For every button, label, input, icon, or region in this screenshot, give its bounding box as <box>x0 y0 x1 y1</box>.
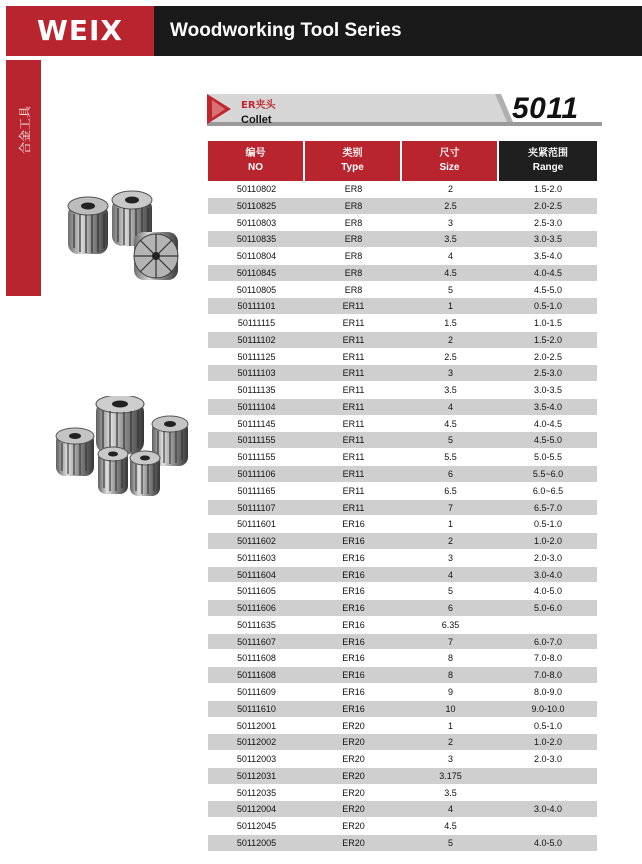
cell-type: ER20 <box>342 737 365 748</box>
col-header-type-en: Type <box>341 162 364 173</box>
cell-type: ER11 <box>342 485 365 496</box>
cell-no: 50111104 <box>237 401 276 412</box>
cell-range: 4.5-5.0 <box>533 435 563 446</box>
table-row <box>208 265 597 282</box>
table-row <box>208 315 597 332</box>
cell-size: 5 <box>447 586 453 597</box>
col-header-size-en: Size <box>439 162 460 173</box>
cell-type: ER11 <box>342 351 365 362</box>
cell-range: 6.0-7.0 <box>533 636 563 647</box>
cell-type: ER11 <box>342 418 365 429</box>
brand-logo <box>6 6 154 56</box>
cell-size: 2.5 <box>444 200 457 211</box>
cell-type: ER16 <box>342 653 365 664</box>
cell-no: 50111608 <box>237 670 276 681</box>
cell-type: ER11 <box>342 502 365 513</box>
cell-no: 50112035 <box>236 787 277 798</box>
cell-no: 50111155 <box>237 435 276 446</box>
cell-size: 3.5 <box>444 385 457 396</box>
table-row <box>208 550 597 567</box>
table-row <box>208 365 597 382</box>
cell-type: ER8 <box>344 267 363 278</box>
section-title-en: Collet <box>241 114 272 126</box>
cell-type: ER16 <box>342 603 365 614</box>
cell-range: 9.0-10.0 <box>531 703 565 714</box>
side-category-label: 合金工具 <box>18 105 32 154</box>
cell-no: 50111603 <box>237 552 276 563</box>
table-row <box>208 215 597 232</box>
table-row <box>208 181 597 198</box>
cell-range: 7.0-8.0 <box>533 670 563 681</box>
table-row <box>208 198 597 215</box>
cell-range: 3.0-4.0 <box>533 804 563 815</box>
table-row <box>208 399 597 416</box>
table-row <box>208 282 597 299</box>
cell-range: 1.0-1.5 <box>533 318 563 329</box>
cell-range: 4.0-5.0 <box>533 837 563 848</box>
cell-type: ER16 <box>342 536 365 547</box>
cell-type: ER11 <box>342 435 365 446</box>
cell-type: ER16 <box>342 686 365 697</box>
cell-type: ER16 <box>342 586 365 597</box>
cell-no: 50112004 <box>236 804 277 815</box>
cell-no: 50110802 <box>236 184 277 194</box>
cell-size: 3.175 <box>439 770 462 781</box>
table-row <box>208 583 597 600</box>
cell-range: 5.0-5.5 <box>533 452 563 463</box>
collet-group-small-photo <box>60 190 190 290</box>
cell-type: ER11 <box>342 401 365 412</box>
col-header-no-cn: 编号 <box>245 148 266 159</box>
table-row <box>208 500 597 517</box>
cell-size: 5 <box>447 837 453 848</box>
cell-range: 1.0-2.0 <box>533 737 563 748</box>
cell-no: 50111102 <box>237 334 276 345</box>
cell-type: ER20 <box>342 837 365 848</box>
cell-type: ER20 <box>342 821 365 832</box>
col-header-range-cn: 夹紧范围 <box>528 148 568 159</box>
cell-no: 50111101 <box>237 301 276 312</box>
cell-no: 50111604 <box>237 569 276 580</box>
cell-no: 50112031 <box>236 770 277 781</box>
table-row <box>208 567 597 584</box>
cell-type: ER11 <box>342 301 365 312</box>
cell-type: ER8 <box>344 284 363 295</box>
table-row <box>208 734 597 751</box>
table-row <box>208 768 597 785</box>
table-row <box>208 533 597 550</box>
col-header-range <box>499 141 597 181</box>
cell-size: 1 <box>447 519 453 530</box>
cell-size: 4 <box>447 569 453 580</box>
table-row <box>208 466 597 483</box>
cell-size: 10 <box>445 703 456 714</box>
cell-no: 50110845 <box>236 267 277 278</box>
cell-type: ER20 <box>342 787 365 798</box>
cell-size: 6 <box>447 469 453 480</box>
table-row <box>208 785 597 802</box>
cell-no: 50111125 <box>237 351 276 362</box>
cell-range: 3.0-3.5 <box>533 234 563 245</box>
cell-size: 5 <box>447 284 453 295</box>
table-row <box>208 332 597 349</box>
col-header-size-cn: 尺寸 <box>439 148 460 159</box>
cell-range: 1.5-2.0 <box>533 334 563 345</box>
cell-type: ER16 <box>342 619 365 630</box>
cell-no: 50111103 <box>237 368 276 379</box>
cell-range: 8.0-9.0 <box>533 686 563 697</box>
cell-size: 6.5 <box>444 485 457 496</box>
col-header-no-en: NO <box>248 162 263 173</box>
cell-range: 1.0-2.0 <box>533 536 563 547</box>
cell-type: ER20 <box>342 720 365 731</box>
cell-no: 50112001 <box>236 720 277 731</box>
cell-range: 4.5-5.0 <box>533 284 563 295</box>
cell-size: 3 <box>447 368 453 379</box>
table-row <box>208 416 597 433</box>
cell-type: ER20 <box>342 754 365 765</box>
cell-range: 6.0~6.5 <box>532 485 564 496</box>
cell-no: 50111165 <box>237 485 276 496</box>
cell-no: 50112003 <box>236 754 277 765</box>
cell-type: ER11 <box>342 469 365 480</box>
cell-no: 50110825 <box>236 200 277 211</box>
side-category-tab <box>6 60 41 296</box>
cell-size: 2 <box>447 536 453 547</box>
cell-range: 3.5-4.0 <box>533 251 563 262</box>
table-row <box>208 718 597 735</box>
table-row <box>208 298 597 315</box>
cell-size: 3 <box>447 552 453 563</box>
cell-range <box>499 617 597 633</box>
cell-type: ER11 <box>342 334 365 345</box>
table-row <box>208 818 597 835</box>
cell-size: 4 <box>447 804 453 815</box>
cell-range: 2.0-3.0 <box>533 754 563 765</box>
cell-type: ER16 <box>342 552 365 563</box>
cell-no: 50111602 <box>237 536 276 547</box>
cell-no: 50111609 <box>237 686 276 697</box>
cell-no: 50111145 <box>237 418 276 429</box>
table-row <box>208 751 597 768</box>
table-row <box>208 617 597 634</box>
cell-size: 8 <box>447 653 453 664</box>
table-header <box>208 141 597 181</box>
cell-size: 3.5 <box>444 234 457 245</box>
table-row <box>208 634 597 651</box>
cell-size: 4 <box>447 401 453 412</box>
section-title-cn: ER夹头 <box>241 100 276 111</box>
cell-size: 9 <box>447 686 453 697</box>
cell-type: ER16 <box>342 569 365 580</box>
cell-size: 1 <box>447 720 453 731</box>
cell-size: 4.5 <box>444 267 457 278</box>
cell-size: 1.5 <box>444 318 457 329</box>
cell-range: 0.5-1.0 <box>533 720 563 731</box>
table-row <box>208 382 597 399</box>
series-title: Woodworking Tool Series <box>170 20 402 41</box>
cell-range: 3.0-3.5 <box>533 385 563 396</box>
cell-range: 2.5-3.0 <box>533 217 563 228</box>
table-row <box>208 516 597 533</box>
table-row <box>208 449 597 466</box>
cell-range <box>499 768 597 784</box>
table-row <box>208 701 597 718</box>
cell-size: 8 <box>447 670 453 681</box>
cell-range: 0.5-1.0 <box>533 301 563 312</box>
cell-no: 50111635 <box>237 619 276 630</box>
cell-range: 4.0-4.5 <box>533 267 563 278</box>
cell-no: 50111135 <box>237 385 276 396</box>
cell-type: ER16 <box>342 636 365 647</box>
table-row <box>208 349 597 366</box>
cell-type: ER11 <box>342 385 365 396</box>
col-header-type <box>305 141 402 181</box>
cell-range: 5.5~6.0 <box>532 469 564 480</box>
cell-no: 50111106 <box>237 469 276 480</box>
cell-range: 2.0-3.0 <box>533 552 563 563</box>
spec-table <box>208 141 597 852</box>
cell-size: 2.5 <box>444 351 457 362</box>
cell-type: ER11 <box>342 452 365 463</box>
cell-no: 50111155 <box>237 452 276 463</box>
cell-no: 50111608 <box>237 653 276 664</box>
table-row <box>208 650 597 667</box>
cell-size: 5.5 <box>444 452 457 463</box>
cell-no: 50111605 <box>237 586 276 597</box>
cell-range <box>499 818 597 834</box>
cell-size: 4 <box>447 251 453 262</box>
table-row <box>208 801 597 818</box>
cell-type: ER8 <box>344 217 363 228</box>
brand-logo-text: WEIX <box>36 14 124 47</box>
cell-no: 50111607 <box>237 636 276 647</box>
table-row <box>208 667 597 684</box>
cell-no: 50111115 <box>237 318 276 329</box>
cell-type: ER20 <box>342 804 365 815</box>
cell-type: ER20 <box>342 770 365 781</box>
cell-no: 50112045 <box>236 821 277 832</box>
cell-type: ER11 <box>342 368 365 379</box>
cell-size: 6 <box>447 603 453 614</box>
cell-range: 6.5-7.0 <box>533 502 563 513</box>
cell-type: ER16 <box>342 703 365 714</box>
cell-no: 50110803 <box>236 217 277 228</box>
cell-range: 3.5-4.0 <box>533 401 563 412</box>
cell-range <box>499 785 597 801</box>
cell-type: ER11 <box>342 318 365 329</box>
cell-type: ER8 <box>344 184 363 194</box>
cell-size: 4.5 <box>444 821 457 832</box>
cell-no: 50111610 <box>237 703 276 714</box>
cell-size: 3 <box>447 754 453 765</box>
collet-group-large-photo <box>52 396 192 500</box>
cell-no: 50111606 <box>237 603 276 614</box>
col-header-type-cn: 类别 <box>342 148 363 159</box>
col-header-range-en: Range <box>532 162 564 173</box>
cell-range: 2.0-2.5 <box>533 200 563 211</box>
table-row <box>208 231 597 248</box>
cell-size: 7 <box>447 502 453 513</box>
cell-no: 50110805 <box>236 284 277 295</box>
cell-range: 4.0-5.0 <box>533 586 563 597</box>
cell-size: 2 <box>447 334 453 345</box>
cell-type: ER16 <box>342 519 365 530</box>
cell-type: ER8 <box>344 200 363 211</box>
cell-size: 1 <box>447 301 453 312</box>
cell-size: 3.5 <box>444 787 457 798</box>
table-row <box>208 684 597 701</box>
cell-range: 1.5-2.0 <box>533 184 563 194</box>
col-header-size <box>402 141 499 181</box>
table-row <box>208 835 597 852</box>
cell-type: ER8 <box>344 251 363 262</box>
cell-size: 6.35 <box>441 619 460 630</box>
cell-range: 0.5-1.0 <box>533 519 563 530</box>
cell-no: 50110835 <box>236 234 277 245</box>
table-row <box>208 248 597 265</box>
cell-no: 50110804 <box>236 251 277 262</box>
cell-range: 3.0-4.0 <box>533 569 563 580</box>
cell-size: 4.5 <box>444 418 457 429</box>
cell-range: 5.0-6.0 <box>533 603 563 614</box>
cell-size: 3 <box>447 217 453 228</box>
cell-range: 2.5-3.0 <box>533 368 563 379</box>
cell-size: 2 <box>447 737 453 748</box>
cell-range: 4.0-4.5 <box>533 418 563 429</box>
cell-no: 50112005 <box>236 837 277 848</box>
cell-range: 7.0-8.0 <box>533 653 563 664</box>
table-row <box>208 483 597 500</box>
cell-size: 2 <box>447 184 453 194</box>
table-body <box>208 181 597 852</box>
table-row <box>208 600 597 617</box>
section-code: 5011 <box>512 92 579 125</box>
cell-no: 50112002 <box>236 737 277 748</box>
cell-type: ER8 <box>344 234 363 245</box>
cell-no: 50111601 <box>237 519 276 530</box>
table-row <box>208 432 597 449</box>
cell-no: 50111107 <box>237 502 276 513</box>
col-header-no <box>208 141 305 181</box>
cell-range: 2.0-2.5 <box>533 351 563 362</box>
cell-size: 5 <box>447 435 453 446</box>
cell-type: ER16 <box>342 670 365 681</box>
cell-size: 7 <box>447 636 453 647</box>
